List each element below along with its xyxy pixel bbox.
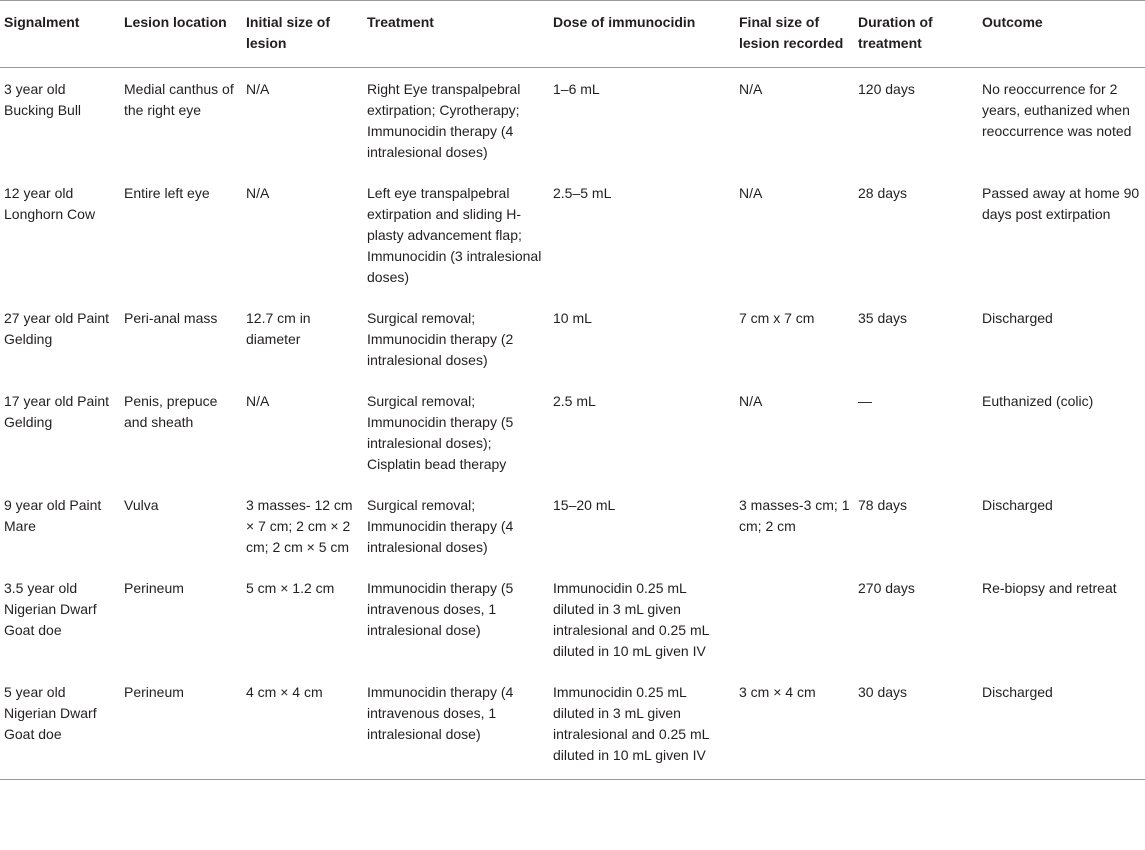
table-row [0,297,1145,380]
cell-lesion-location: Perineum [124,580,184,596]
cell-lesion-location: Perineum [120,671,242,780]
cell-lesion-location: Vulva [124,497,159,513]
cell-outcome: Discharged [978,671,1145,780]
col-header-duration: Duration of treatment [854,1,978,68]
cell-outcome: No reoccurrence for 2 years, euthanized when reoccurrence was noted [982,81,1132,139]
table-body [0,68,1145,780]
cell-dose: 10 mL [553,310,592,326]
table-row [0,68,1145,173]
cell-duration: 30 days [854,671,978,780]
col-header-treatment: Treatment [363,1,549,68]
cell-duration: — [858,393,872,409]
cell-lesion-location: Peri-anal mass [124,310,218,326]
cell-lesion-location: Medial canthus of the right eye [124,81,234,118]
cell-initial-size: 3 masses- 12 cm × 7 cm; 2 cm × 2 cm; 2 cm × 5 cm [246,497,353,555]
cell-treatment: Surgical removal; Immunocidin therapy (4 intralesional doses) [367,497,514,555]
cell-treatment: Surgical removal; Immunocidin therapy (5 intralesional doses); Cisplatin bead therapy [367,393,514,472]
cell-dose: 1–6 mL [553,81,600,97]
cell-final-size: 3 cm × 4 cm [735,671,854,780]
col-header-initial-size: Initial size of lesion [242,1,363,68]
cell-final-size: N/A [739,185,763,201]
cell-outcome: Re-biopsy and retreat [982,580,1117,596]
table-header [0,1,1145,68]
col-header-lesion-location: Lesion location [120,1,242,68]
cell-dose: Immunocidin 0.25 mL diluted in 3 mL given intralesional and 0.25 mL diluted in 10 mL given IV [549,671,735,780]
cell-duration: 28 days [858,185,908,201]
col-header-final-size: Final size of lesion recorded [735,1,854,68]
cell-treatment: Right Eye transpalpebral extirpation; Cyrotherapy; Immunocidin therapy (4 intralesional doses) [367,81,521,160]
table-row [0,172,1145,297]
col-header-outcome: Outcome [978,1,1145,68]
table-row [0,484,1145,567]
cell-final-size: N/A [739,81,763,97]
cell-initial-size: 12.7 cm in diameter [246,310,311,347]
col-header-dose: Dose of immunocidin [549,1,735,68]
col-header-signalment: Signalment [0,1,120,68]
cell-lesion-location: Entire left eye [124,185,210,201]
cell-signalment: 5 year old Nigerian Dwarf Goat doe [0,671,120,780]
cell-initial-size: N/A [246,185,270,201]
table-row [0,567,1145,671]
cell-final-size [735,567,854,671]
cell-dose: Immunocidin 0.25 mL diluted in 3 mL given intralesional and 0.25 mL diluted in 10 mL given IV [553,580,709,659]
cell-duration: 270 days [858,580,915,596]
cell-lesion-location: Penis, prepuce and sheath [124,393,218,430]
cell-treatment: Immunocidin therapy (4 intravenous doses, 1 intralesional dose) [363,671,549,780]
cell-treatment: Immunocidin therapy (5 intravenous doses, 1 intralesional dose) [367,580,514,638]
cell-initial-size: N/A [246,81,270,97]
cell-initial-size: 5 cm × 1.2 cm [246,580,335,596]
cell-treatment: Left eye transpalpebral extirpation and sliding H-plasty advancement flap; Immunocidin (3 intralesional doses) [367,185,542,285]
cell-signalment: 3.5 year old Nigerian Dwarf Goat doe [4,580,97,638]
cell-signalment: 3 year old Bucking Bull [4,81,82,118]
cell-signalment: 12 year old Longhorn Cow [4,185,96,222]
cell-duration: 35 days [858,310,908,326]
cell-final-size: 7 cm x 7 cm [739,310,815,326]
cell-dose: 15–20 mL [553,497,616,513]
table-row [0,380,1145,484]
cell-outcome: Euthanized (colic) [982,393,1094,409]
cell-signalment: 9 year old Paint Mare [4,497,102,534]
cell-initial-size: 4 cm × 4 cm [242,671,363,780]
cell-signalment: 27 year old Paint Gelding [4,310,110,347]
cell-signalment: 17 year old Paint Gelding [4,393,110,430]
cell-outcome: Discharged [982,310,1053,326]
cell-dose: 2.5 mL [553,393,596,409]
cell-dose: 2.5–5 mL [553,185,612,201]
table-row [0,671,1145,780]
cell-treatment: Surgical removal; Immunocidin therapy (2 intralesional doses) [367,310,514,368]
cell-initial-size: N/A [246,393,270,409]
cell-duration: 120 days [858,81,915,97]
header-row [0,1,1145,68]
cell-outcome: Passed away at home 90 days post extirpation [982,185,1140,222]
cell-duration: 78 days [858,497,908,513]
cell-final-size: 3 masses-3 cm; 1 cm; 2 cm [739,497,850,534]
cell-final-size: N/A [739,393,763,409]
cell-outcome: Discharged [982,497,1053,513]
